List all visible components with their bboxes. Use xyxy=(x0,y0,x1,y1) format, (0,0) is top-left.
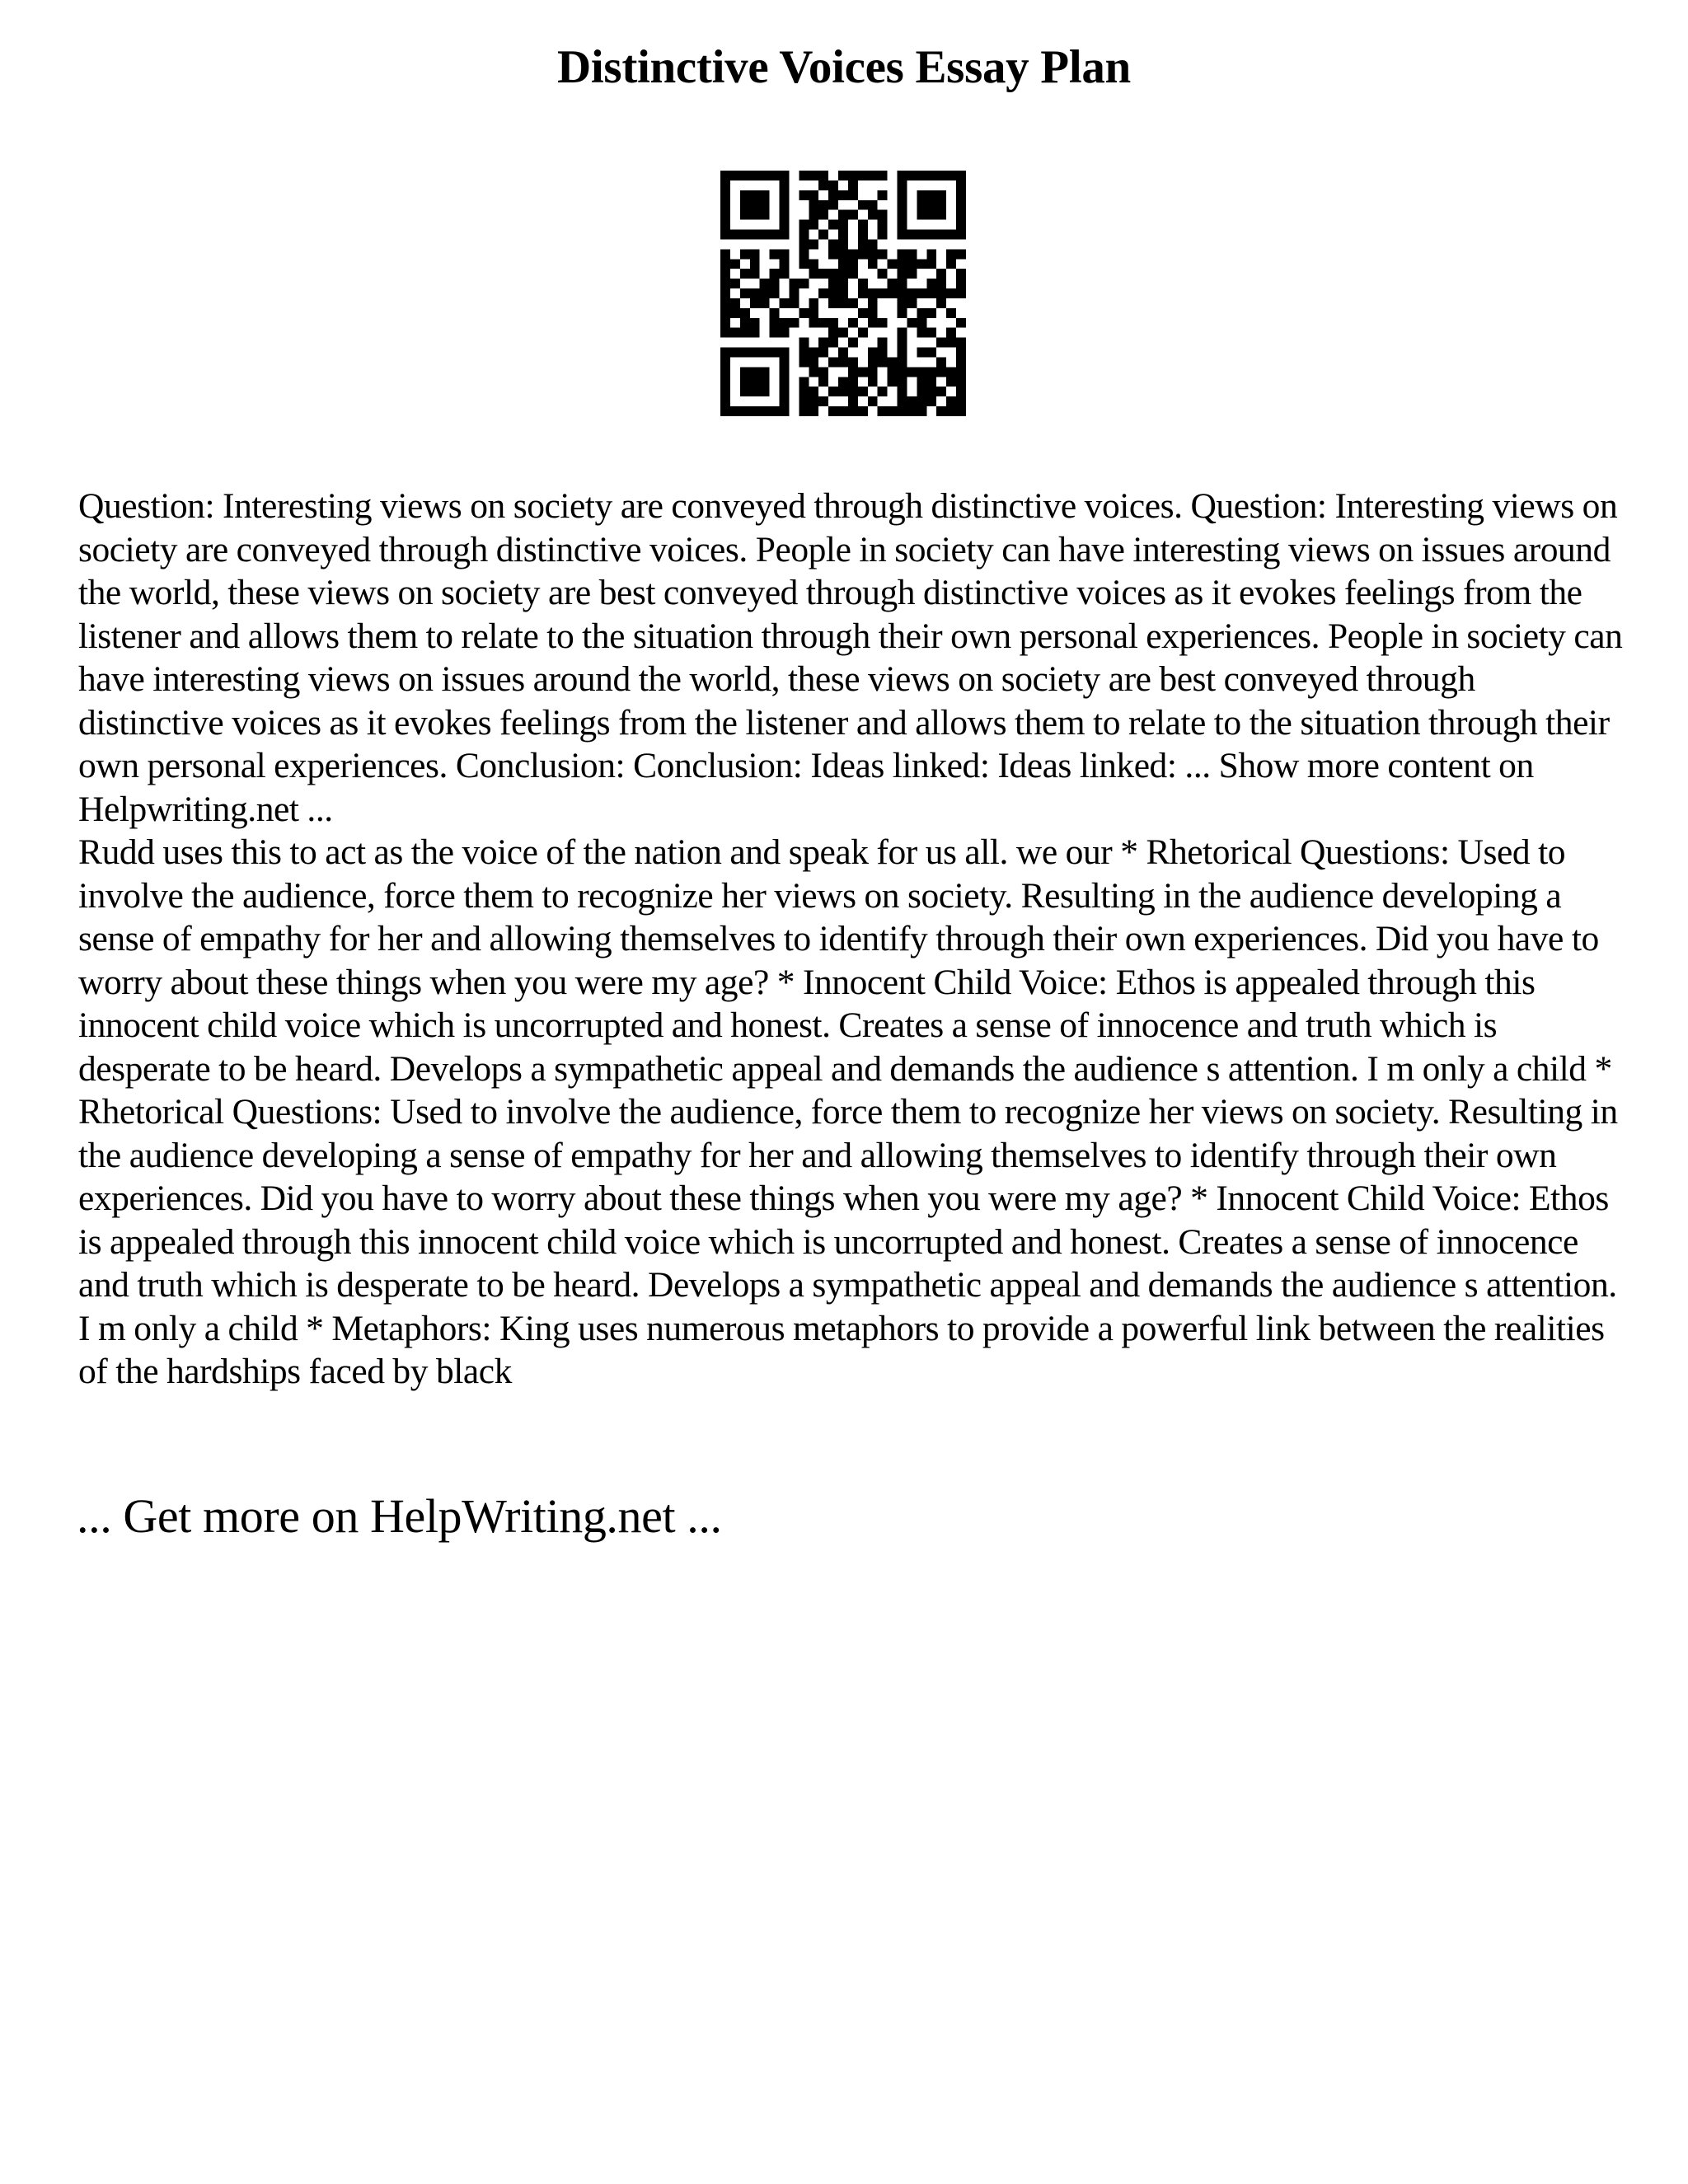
qr-code-icon[interactable] xyxy=(720,171,966,416)
qr-code-graphic xyxy=(720,171,966,416)
essay-paragraph-techniques: Rudd uses this to act as the voice of the nation and speak for us all. we our * Rhetorical Questions: Used to involve the audience, force them to recognize her views on society. Resulting in the audience developing a sense of empathy for her and allowing themselves to identify through their own experiences. Did you have to worry about these things when you were my age? * Innocent Child Voice: Ethos is appealed through this innocent child voice which is uncorrupted and honest. Creates a sense of innocence and truth which is desperate to be heard. Develops a sympathetic appeal and demands the audience s attention. I m only a child * Rhetorical Questions: Used to involve the audience, force them to recognize her views on society. Resulting in the audience developing a sense of empathy for her and allowing themselves to identify through their own experiences. Did you have to worry about these things when you were my age? * Innocent Child Voice: Ethos is appealed through this innocent child voice which is uncorrupted and honest. Creates a sense of innocence and truth which is desperate to be heard. Develops a sympathetic appeal and demands the audience s attention. I m only a child * Metaphors: King uses numerous metaphors to provide a powerful link between the realities of the hardships faced by black xyxy=(78,832,1618,1391)
page-title: Distinctive Voices Essay Plan xyxy=(557,41,1131,93)
essay-body xyxy=(78,485,1628,1394)
get-more-link[interactable]: ... Get more on HelpWriting.net ... xyxy=(77,1489,722,1543)
essay-paragraph-intro: Question: Interesting views on society are conveyed through distinctive voices. Question: Interesting views on society are conveyed through distinctive voices. People in society can have interesting views on issues around the world, these views on society are best conveyed through distinctive voices as it evokes feelings from the listener and allows them to relate to the situation through their own personal experiences. People in society can have interesting views on issues around the world, these views on society are best conveyed through distinctive voices as it evokes feelings from the listener and allows them to relate to the situation through their own personal experiences. Conclusion: Conclusion: Ideas linked: Ideas linked: ... Show more content on Helpwriting.net ... xyxy=(78,486,1623,829)
